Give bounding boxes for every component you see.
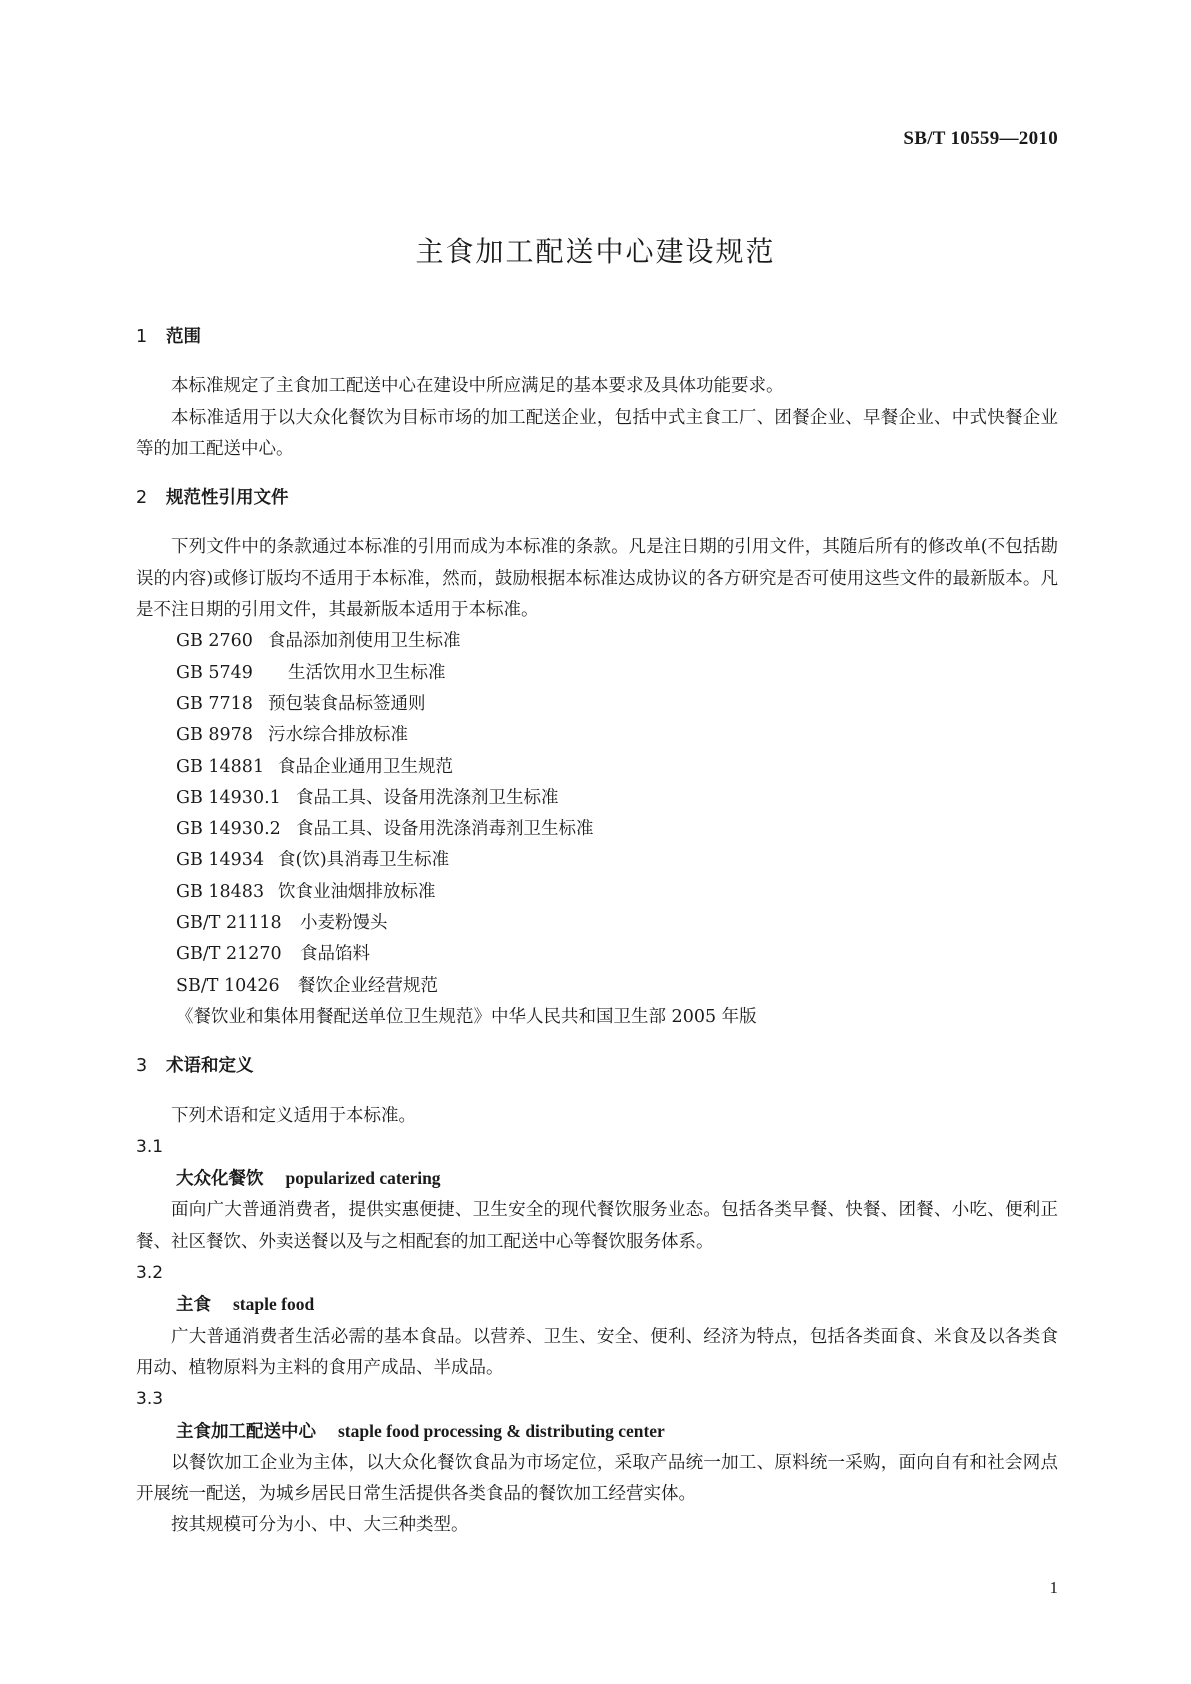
term-number: 3.1 bbox=[136, 1136, 164, 1157]
reference-item bbox=[136, 626, 1058, 657]
term-name bbox=[136, 1163, 1058, 1195]
term-note: 按其规模可分为小、中、大三种类型。 bbox=[171, 1515, 469, 1536]
term-number: 3.2 bbox=[136, 1263, 164, 1284]
term-definition: 以餐饮加工企业为主体，以大众化餐饮食品为市场定位，采取产品统一加工、原料统一采购，面向自有和社会网点开展统一配送，为城乡居民日常生活提供各类食品的餐饮加工经营实体。 bbox=[136, 1452, 1058, 1505]
term-name-zh: 大众化餐饮 bbox=[176, 1169, 264, 1190]
reference-title: 食品企业通用卫生规范 bbox=[278, 756, 453, 777]
term-name-en: staple food bbox=[233, 1294, 315, 1315]
reference-item bbox=[136, 939, 1058, 970]
reference-item bbox=[136, 1002, 1058, 1033]
document-title: 主食加工配送中心建设规范 bbox=[415, 235, 776, 268]
term-number: 3.3 bbox=[136, 1389, 164, 1410]
paragraph: 下列术语和定义适用于本标准。 bbox=[171, 1105, 416, 1126]
section-number: 1 bbox=[136, 327, 148, 347]
section-2-heading bbox=[136, 483, 1058, 514]
reference-item bbox=[136, 658, 1058, 689]
reference-item bbox=[136, 689, 1058, 720]
section-title: 规范性引用文件 bbox=[166, 488, 289, 509]
reference-title: 食(饮)具消毒卫生标准 bbox=[278, 850, 450, 871]
term-name bbox=[136, 1289, 1058, 1321]
paragraph: 本标准规定了主食加工配送中心在建设中所应满足的基本要求及具体功能要求。 bbox=[171, 376, 784, 397]
reference-code: GB/T 21118 bbox=[176, 913, 282, 934]
reference-title: 饮食业油烟排放标准 bbox=[278, 881, 436, 902]
section-number: 3 bbox=[136, 1056, 148, 1077]
term-entry bbox=[136, 1258, 1058, 1384]
reference-item bbox=[136, 814, 1058, 845]
reference-code: GB 14930.1 bbox=[176, 787, 281, 808]
reference-title: 小麦粉馒头 bbox=[300, 913, 388, 934]
reference-code: SB/T 10426 bbox=[176, 975, 280, 996]
reference-code: GB 18483 bbox=[176, 881, 265, 902]
reference-code: GB/T 21270 bbox=[176, 944, 282, 965]
term-name-en: popularized catering bbox=[285, 1168, 441, 1189]
reference-title: 生活饮用水卫生标准 bbox=[288, 662, 446, 683]
reference-title: 污水综合排放标准 bbox=[268, 725, 408, 746]
reference-item bbox=[136, 783, 1058, 814]
reference-code: GB 14934 bbox=[176, 850, 265, 871]
reference-item bbox=[136, 845, 1058, 876]
reference-code: GB 2760 bbox=[176, 631, 253, 652]
reference-item bbox=[136, 752, 1058, 783]
section-1-heading bbox=[136, 322, 1058, 353]
paragraph: 本标准适用于以大众化餐饮为目标市场的加工配送企业，包括中式主食工厂、团餐企业、早餐企业、中式快餐企业等的加工配送中心。 bbox=[136, 407, 1058, 459]
section-3-heading bbox=[136, 1051, 1058, 1082]
document-body bbox=[136, 322, 1058, 1542]
term-entry bbox=[136, 1132, 1058, 1258]
reference-item bbox=[136, 720, 1058, 751]
term-name-en: staple food processing & distributing center bbox=[338, 1420, 665, 1441]
term-name bbox=[136, 1416, 1058, 1448]
page-number: 1 bbox=[1049, 1578, 1058, 1597]
section-title: 范围 bbox=[166, 327, 201, 347]
reference-code: GB 8978 bbox=[176, 725, 253, 746]
term-definition: 广大普通消费者生活必需的基本食品。以营养、卫生、安全、便利、经济为特点，包括各类面食、米食及以各类食用动、植物原料为主料的食用产成品、半成品。 bbox=[136, 1326, 1058, 1378]
paragraph: 下列文件中的条款通过本标准的引用而成为本标准的条款。凡是注日期的引用文件，其随后所有的修改单(不包括勘误的内容)或修订版均不适用于本标准，然而，鼓励根据本标准达成协议的各方研究是否可使用这些文件的最新版本。凡是不注日期的引用文件，其最新版本适用于本标准。 bbox=[136, 537, 1058, 621]
term-entry bbox=[136, 1384, 1058, 1541]
reference-list bbox=[136, 626, 1058, 1033]
reference-title: 预包装食品标签通则 bbox=[268, 693, 426, 714]
reference-title: 餐饮企业经营规范 bbox=[298, 975, 438, 996]
reference-code: GB 5749 bbox=[176, 662, 253, 683]
reference-item bbox=[136, 908, 1058, 939]
term-name-zh: 主食 bbox=[176, 1295, 211, 1316]
section-number: 2 bbox=[136, 488, 148, 509]
term-definition: 面向广大普通消费者，提供实惠便捷、卫生安全的现代餐饮服务业态。包括各类早餐、快餐、团餐、小吃、便利正餐、社区餐饮、外卖送餐以及与之相配套的加工配送中心等餐饮服务体系。 bbox=[136, 1200, 1058, 1252]
section-title: 术语和定义 bbox=[166, 1056, 254, 1077]
reference-title: 食品添加剂使用卫生标准 bbox=[268, 631, 461, 652]
reference-item bbox=[136, 971, 1058, 1002]
reference-title: 食品馅料 bbox=[300, 944, 370, 965]
reference-title: 食品工具、设备用洗涤剂卫生标准 bbox=[296, 787, 559, 808]
reference-title: 《餐饮业和集体用餐配送单位卫生规范》中华人民共和国卫生部 2005 年版 bbox=[176, 1006, 757, 1027]
term-name-zh: 主食加工配送中心 bbox=[176, 1421, 316, 1442]
reference-code: GB 14881 bbox=[176, 756, 265, 777]
standard-code: SB/T 10559—2010 bbox=[903, 128, 1058, 149]
reference-title: 食品工具、设备用洗涤消毒剂卫生标准 bbox=[296, 819, 594, 840]
reference-item bbox=[136, 877, 1058, 908]
reference-code: GB 14930.2 bbox=[176, 819, 281, 840]
reference-code: GB 7718 bbox=[176, 693, 253, 714]
